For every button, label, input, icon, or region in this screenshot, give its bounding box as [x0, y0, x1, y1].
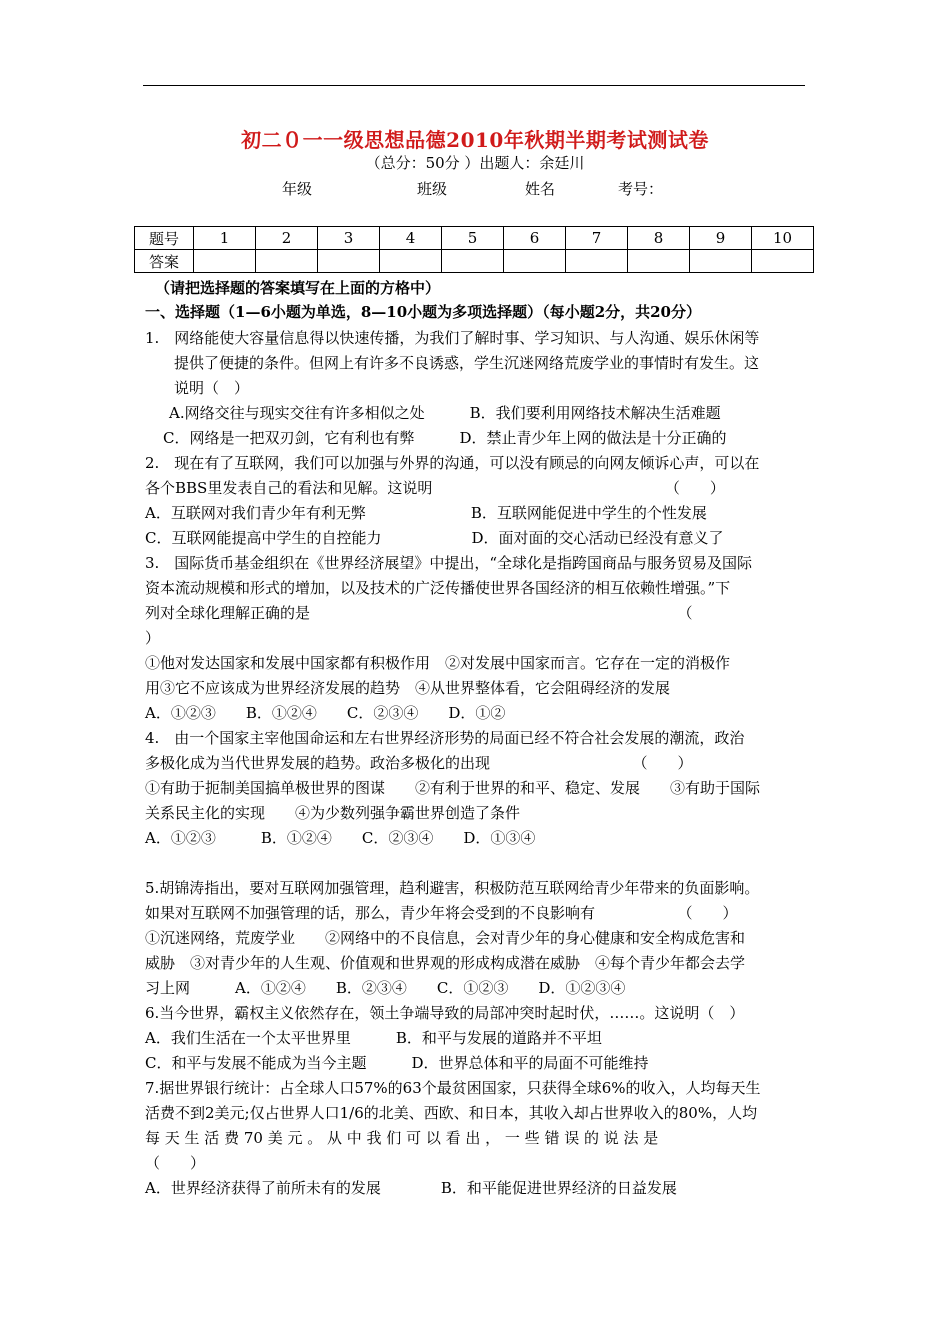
question-3-options: A．①②③ B．①②④ C．②③④ D．①②: [145, 704, 506, 722]
answer-table: [134, 226, 814, 273]
row-label-answer: 答案: [135, 250, 194, 273]
table-row: [135, 250, 814, 273]
question-1-line: 1. 网络能使大容量信息得以快速传播，为我们了解时事、学习知识、与人沟通、娱乐休闲等: [145, 329, 760, 347]
question-6-options: A．我们生活在一个太平世界里 B．和平与发展的道路并不平坦: [145, 1029, 602, 1047]
answer-cell[interactable]: [566, 250, 628, 273]
question-5-options: 习上网 A．①②④ B．②③④ C．①②③ D．①②③④: [145, 979, 626, 997]
question-3-line: 列对全球化理解正确的是 （: [145, 604, 693, 622]
question-1-options: A.网络交往与现实交往有许多相似之处 B．我们要利用网络技术解决生活难题: [169, 404, 721, 422]
question-4-line: 4. 由一个国家主宰他国命运和左右世界经济形势的局面已经不符合社会发展的潮流，政治: [145, 729, 745, 747]
section-heading: 一、选择题（1—6小题为单选，8—10小题为多项选择题）（每小题2分，共20分）: [145, 303, 701, 321]
top-rule: [143, 85, 805, 86]
question-1-options: C．网络是一把双刃剑，它有利也有弊 D．禁止青少年上网的做法是十分正确的: [163, 429, 727, 447]
question-3-line: 3. 国际货币基金组织在《世界经济展望》中提出，“全球化是指跨国商品与服务贸易及国际: [145, 554, 752, 572]
field-class: 班级: [417, 180, 448, 198]
question-4-line: 多极化成为当代世界发展的趋势。政治多极化的出现 （ ）: [145, 754, 693, 772]
question-3-line: ）: [145, 629, 161, 647]
question-7-options: A．世界经济获得了前所未有的发展 B．和平能促进世界经济的日益发展: [145, 1179, 677, 1197]
question-5-line: 如果对互联网不加强管理的话，那么，青少年将会受到的不良影响有 （ ）: [145, 904, 738, 922]
question-7-line: 活费不到2美元;仅占世界人口1/6的北美、西欧、和日本，其收入却占世界收入的80%，人均: [145, 1104, 758, 1122]
question-number-cell: 1: [194, 227, 256, 250]
answer-cell[interactable]: [256, 250, 318, 273]
answer-cell[interactable]: [628, 250, 690, 273]
question-5-line: 5.胡锦涛指出，要对互联网加强管理，趋利避害，积极防范互联网给青少年带来的负面影响。: [145, 879, 760, 897]
question-4-options: A．①②③ B．①②④ C．②③④ D．①③④: [145, 829, 536, 847]
answer-cell[interactable]: [194, 250, 256, 273]
answer-cell[interactable]: [752, 250, 814, 273]
question-3-statements: 用③它不应该成为世界经济发展的趋势 ④从世界整体看，它会阻碍经济的发展: [145, 679, 671, 697]
question-3-line: 资本流动规模和形式的增加，以及技术的广泛传播使世界各国经济的相互依赖性增强。”下: [145, 579, 731, 597]
question-number-cell: 10: [752, 227, 814, 250]
question-5-statements: ①沉迷网络，荒废学业 ②网络中的不良信息，会对青少年的身心健康和安全构成危害和: [145, 929, 746, 947]
question-number-cell: 8: [628, 227, 690, 250]
question-number-cell: 6: [504, 227, 566, 250]
question-2-options: C．互联网能提高中学生的自控能力 D．面对面的交心活动已经没有意义了: [145, 529, 724, 547]
question-1-line: 提供了便捷的条件。但网上有许多不良诱惑，学生沉迷网络荒废学业的事情时有发生。这: [174, 354, 760, 372]
question-6-options: C．和平与发展不能成为当今主题 D．世界总体和平的局面不可能维持: [145, 1054, 649, 1072]
exam-subtitle: （总分：50分 ）出题人：余廷川: [365, 154, 585, 172]
exam-title: 初二０一一级思想品德2010年秋期半期考试测试卷: [241, 128, 709, 152]
question-2-line: 2. 现在有了互联网，我们可以加强与外界的沟通，可以没有顾忌的向网友倾诉心声，可以在: [145, 454, 760, 472]
answer-cell[interactable]: [380, 250, 442, 273]
question-5-statements: 威胁 ③对青少年的人生观、价值观和世界观的形成构成潜在威胁 ④每个青少年都会去学: [145, 954, 746, 972]
table-row: [135, 227, 814, 250]
question-number-cell: 4: [380, 227, 442, 250]
question-number-cell: 2: [256, 227, 318, 250]
answer-cell[interactable]: [442, 250, 504, 273]
question-4-statements: ①有助于扼制美国搞单极世界的图谋 ②有利于世界的和平、稳定、发展 ③有助于国际: [145, 779, 761, 797]
field-exam-number: 考号：: [618, 180, 664, 198]
question-number-cell: 3: [318, 227, 380, 250]
field-grade: 年级: [282, 180, 313, 198]
question-2-options: A．互联网对我们青少年有利无弊 B．互联网能促进中学生的个性发展: [145, 504, 707, 522]
question-7-line: 每 天 生 活 费 70 美 元 。 从 中 我 们 可 以 看 出 ， 一 些 错 误 的 说 法 是: [145, 1129, 659, 1147]
question-3-statements: ①他对发达国家和发展中国家都有积极作用 ②对发展中国家而言。它存在一定的消极作: [145, 654, 731, 672]
field-name: 姓名: [525, 180, 556, 198]
answer-cell[interactable]: [504, 250, 566, 273]
question-number-cell: 9: [690, 227, 752, 250]
question-number-cell: 5: [442, 227, 504, 250]
question-7-line: 7.据世界银行统计：占全球人口57%的63个最贫困国家，只获得全球6%的收入，人均每天生: [145, 1079, 761, 1097]
instruction-text: （请把选择题的答案填写在上面的方格中）: [155, 279, 441, 297]
question-4-statements: 关系民主化的实现 ④为少数列强争霸世界创造了条件: [145, 804, 521, 822]
answer-cell[interactable]: [690, 250, 752, 273]
question-number-cell: 7: [566, 227, 628, 250]
row-label-number: 题号: [135, 227, 194, 250]
question-2-line: 各个BBS里发表自己的看法和见解。这说明 （ ）: [145, 479, 725, 497]
answer-cell[interactable]: [318, 250, 380, 273]
question-1-line: 说明（ ）: [174, 379, 250, 397]
question-6-line: 6.当今世界，霸权主义依然存在，领土争端导致的局部冲突时起时伏，……。这说明（ ）: [145, 1004, 745, 1022]
question-7-line: （ ）: [145, 1154, 206, 1172]
